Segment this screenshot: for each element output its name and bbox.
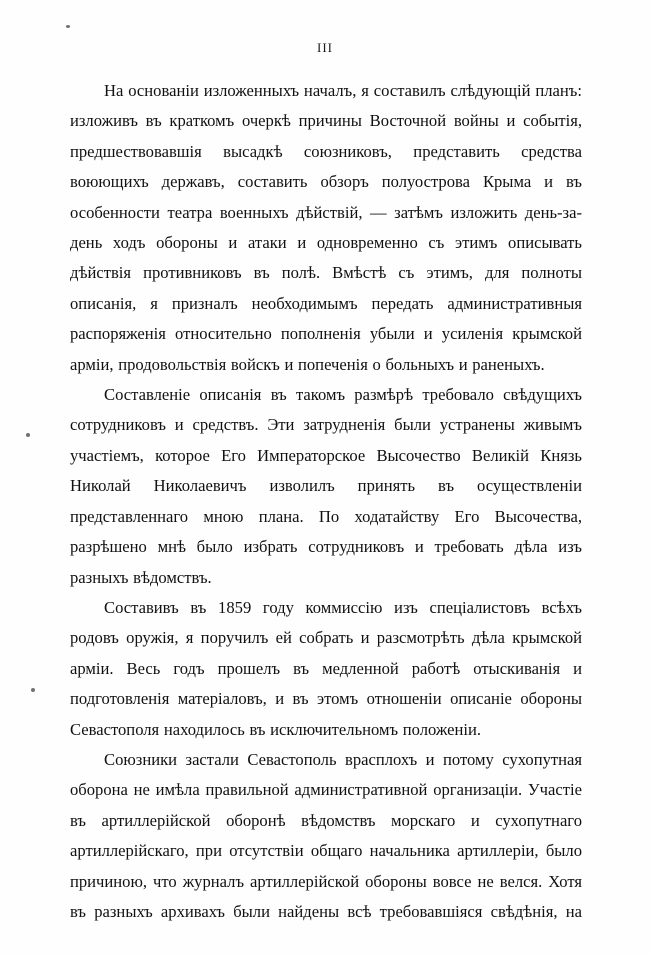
paragraph: На основаніи изложенныхъ началъ, я составилъ слѣдующій планъ: изложивъ въ краткомъ очеркѣ причины Восточной войны и событія, предшествовавшія высадкѣ союзниковъ, представить средства воюющихъ державъ, составить обзоръ полуострова Крыма и въ особенности театра военныхъ дѣйствій, — затѣмъ изложить день-за-день ходъ обороны и атаки и одновременно съ этимъ описывать дѣйствія противниковъ въ полѣ. Вмѣстѣ съ этимъ, для полноты описанія, я призналъ необходимымъ передать административныя распоряженія относительно пополненія убыли и усиленія крымской арміи, продовольствія войскъ и попеченія о больныхъ и раненыхъ.: [70, 81, 582, 374]
body-text: [70, 76, 582, 927]
paragraph: Составленіе описанія въ такомъ размѣрѣ требовало свѣдущихъ сотрудниковъ и средствъ. Эти затрудненія были устранены живымъ участіемъ, которое Его Императорское Высочество Великій Князь Николай Николаевичъ изволилъ принять въ осуществленіи представленнаго мною плана. По ходатайству Его Высочества, разрѣшено мнѣ было избрать сотрудниковъ и требовать дѣла изъ разныхъ вѣдомствъ.: [70, 385, 582, 587]
page-speck-lower: [31, 688, 35, 692]
page-speck-middle: [26, 433, 30, 437]
paragraph: Союзники застали Севастополь врасплохъ и потому сухопутная оборона не имѣла правильной административной организаціи. Участіе въ артиллерійской оборонѣ вѣдомствъ морскаго и сухопутнаго артиллерійскаго, при отсутствіи общаго начальника артиллеріи, было причиною, что журналъ артиллерійской обороны вовсе не велся. Хотя въ разныхъ архивахъ были найдены всѣ требовавшіяся свѣдѣнія, на: [70, 749, 582, 921]
page-speck-top: [66, 25, 70, 28]
page-number: III: [317, 40, 333, 55]
paragraph: Составивъ въ 1859 году коммиссію изъ спеціалистовъ всѣхъ родовъ оружія, я поручилъ ей собрать и разсмотрѣть дѣла крымской арміи. Весь годъ прошелъ въ медленной работѣ отыскиванія и подготовленія матеріаловъ, и въ этомъ отношеніи описаніе обороны Севастополя находилось въ исключительномъ положеніи.: [70, 597, 582, 739]
